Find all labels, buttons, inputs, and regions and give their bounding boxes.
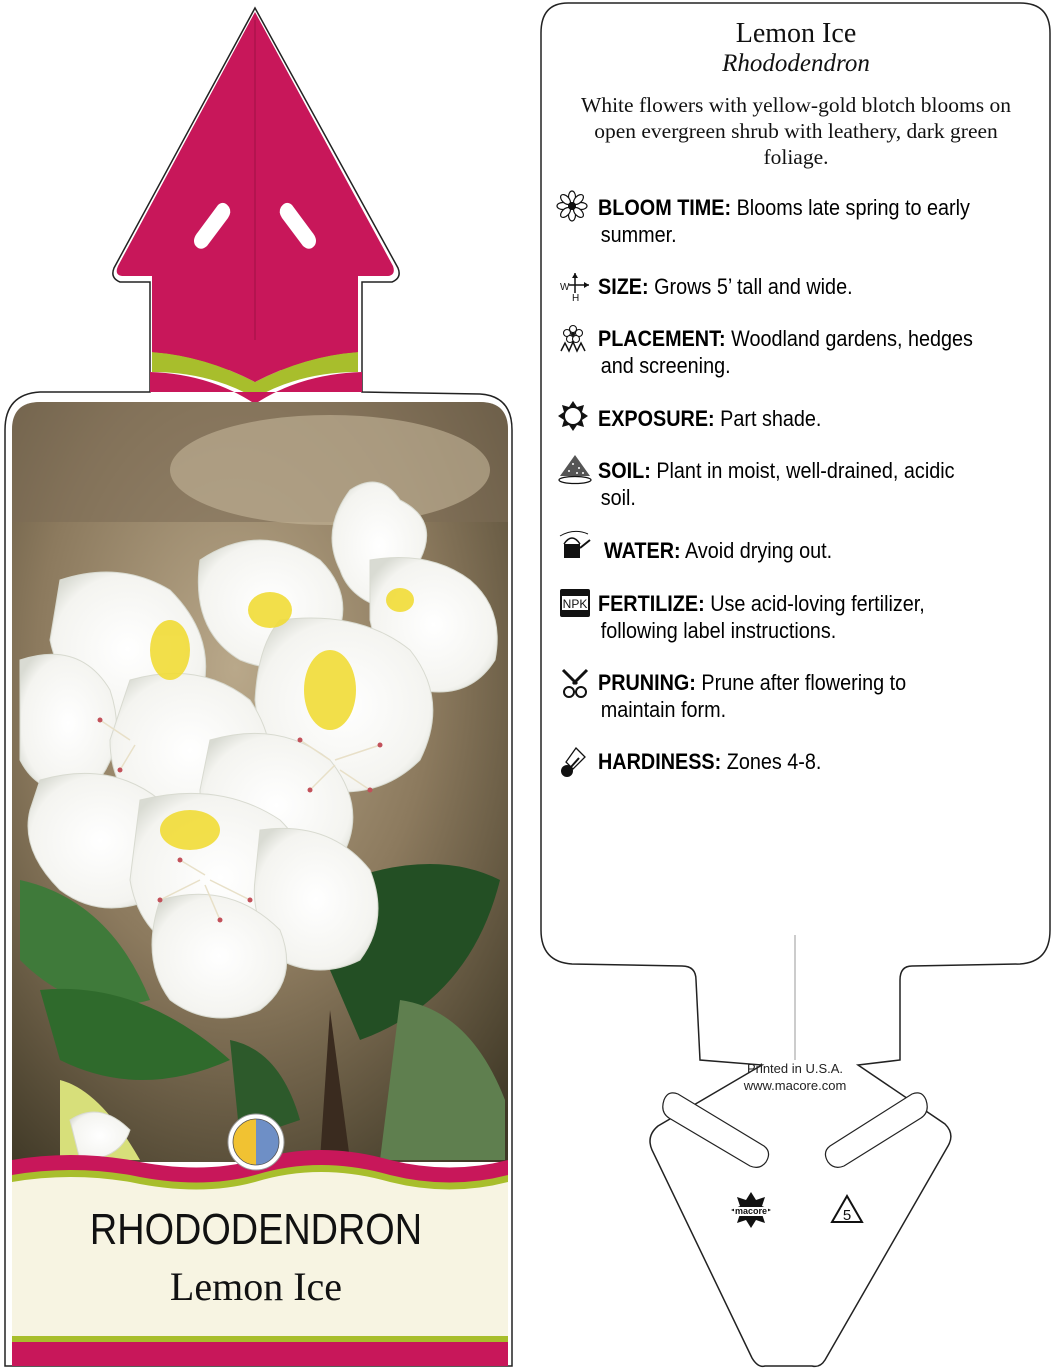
sun-icon (558, 401, 588, 431)
part-shade-icon (228, 1114, 284, 1170)
back-plant-name: Lemon Ice (735, 18, 857, 49)
care-text: Grows 5’ tall and wide. (654, 274, 853, 299)
care-label: BLOOM TIME: (598, 195, 732, 220)
care-label: WATER: (604, 538, 681, 563)
care-text: Prune after flowering to (701, 670, 907, 695)
care-label: FERTILIZE: (598, 591, 705, 616)
care-text-cont: maintain form. (600, 697, 727, 722)
care-text-cont: following label instructions. (600, 618, 837, 643)
care-text-cont: and screening. (600, 353, 731, 378)
care-label: PRUNING: (598, 670, 696, 695)
svg-text:NPK: NPK (562, 597, 588, 611)
front-plant-title: RHODODENDRON (89, 1205, 423, 1254)
svg-text:macore: macore (734, 1206, 768, 1216)
care-text: Part shade. (720, 406, 822, 431)
care-label: SOIL: (598, 458, 651, 483)
website-text: www.macore.com (743, 1078, 847, 1093)
flower-icon (557, 191, 587, 221)
care-label: HARDINESS: (598, 749, 722, 774)
care-text: Use acid-loving fertilizer, (710, 591, 925, 616)
care-text: Zones 4-8. (726, 749, 822, 774)
flower-photo (12, 402, 508, 1162)
care-text: Avoid drying out. (685, 538, 833, 563)
care-label: EXPOSURE: (598, 406, 715, 431)
plant-description: White flowers with yellow-gold blotch blooms on open evergreen shrub with leathery, dark green foliage. (581, 93, 1011, 169)
care-text-cont: soil. (600, 485, 636, 510)
care-text: Plant in moist, well-drained, acidic (656, 458, 955, 483)
care-text: Blooms late spring to early (736, 195, 970, 220)
printed-in-text: Printed in U.S.A. (746, 1061, 844, 1076)
care-label: SIZE: (598, 274, 649, 299)
svg-text:5: 5 (842, 1207, 852, 1224)
front-variety-name: Lemon Ice (169, 1264, 343, 1309)
care-text-cont: summer. (600, 222, 677, 247)
npk-fertilizer-icon (560, 589, 590, 617)
care-label: PLACEMENT: (598, 326, 726, 351)
svg-text:W: W (560, 282, 570, 293)
back-genus-name: Rhododendron (722, 50, 870, 77)
care-text: Woodland gardens, hedges (731, 326, 973, 351)
front-tag (5, 8, 512, 1366)
printed-info (690, 1060, 900, 1094)
svg-text:H: H (572, 293, 580, 304)
